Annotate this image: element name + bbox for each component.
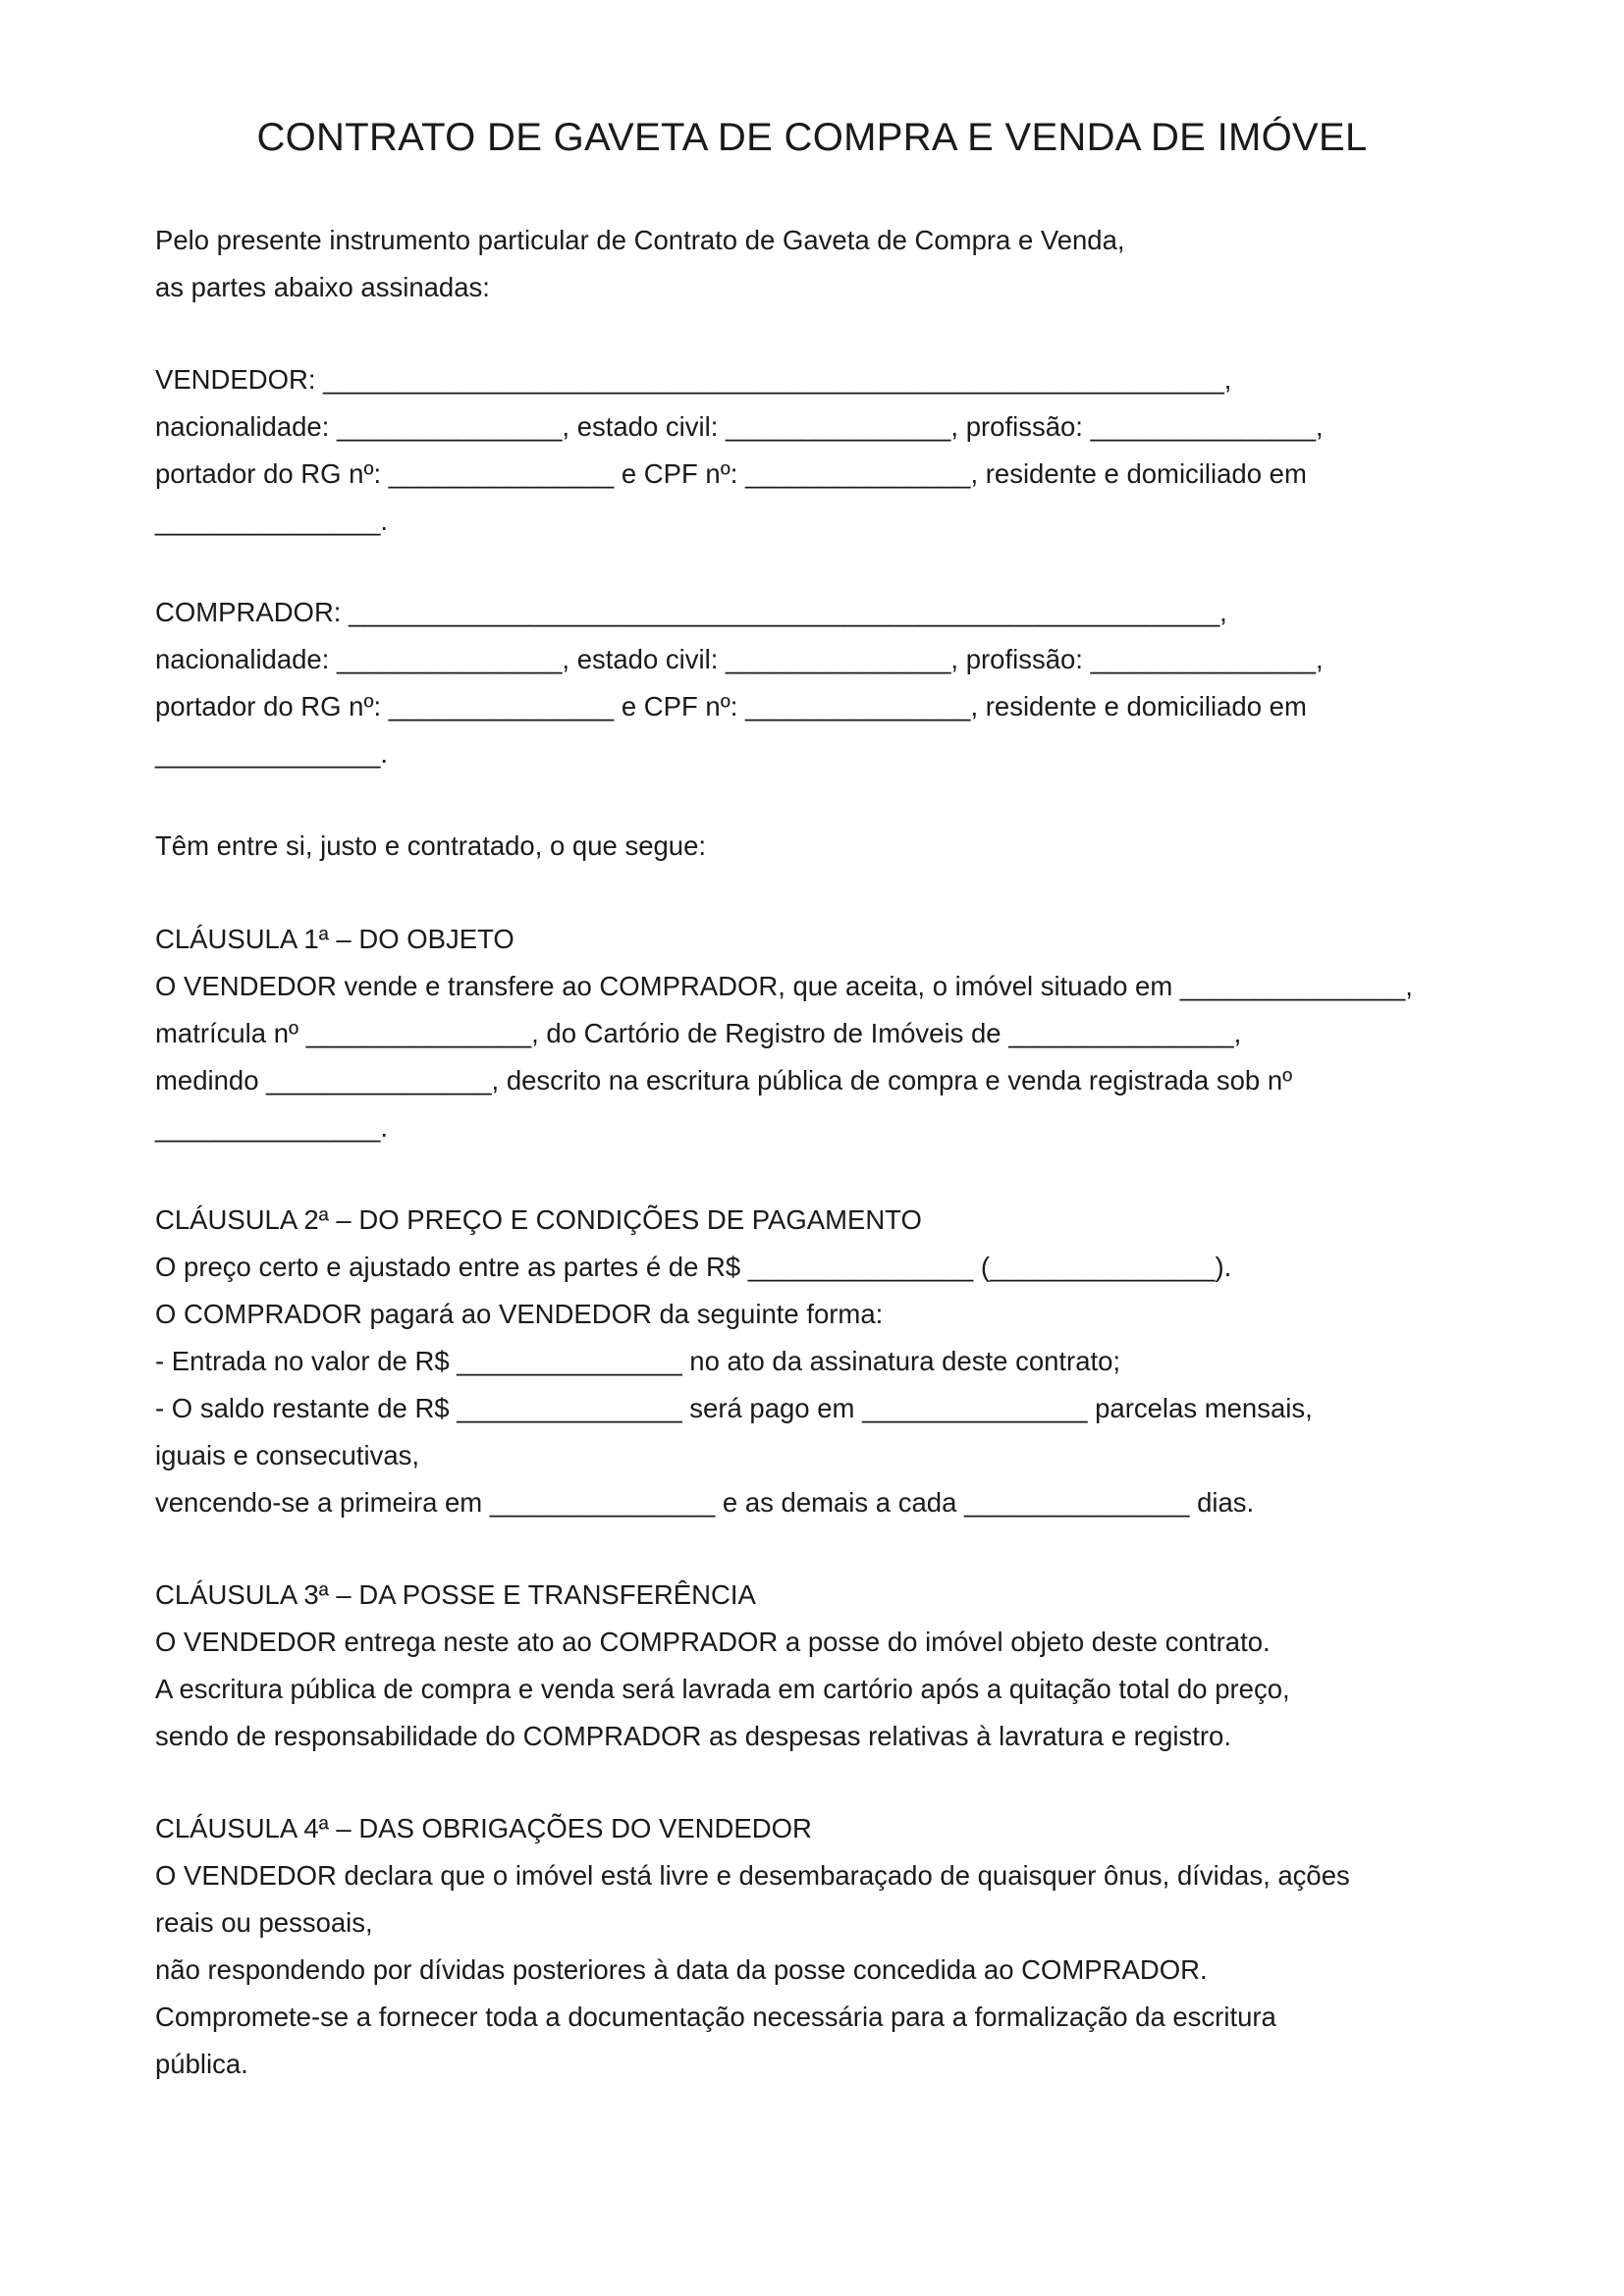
clause-heading: CLÁUSULA 2ª – DO PREÇO E CONDIÇÕES DE PAGAMENTO [155, 1204, 922, 1235]
contract-line: Pelo presente instrumento particular de Contrato de Gaveta de Compra e Venda, [155, 225, 1125, 255]
contract-line: _______________. [155, 1112, 389, 1143]
contract-line: iguais e consecutivas, [155, 1440, 420, 1470]
clause-heading: CLÁUSULA 3ª – DA POSSE E TRANSFERÊNCIA [155, 1579, 756, 1610]
contract-line: A escritura pública de compra e venda será lavrada em cartório após a quitação total do preço, [155, 1674, 1290, 1704]
contract-line: nacionalidade: _______________, estado civil: _______________, profissão: _______________, [155, 411, 1324, 442]
clause-heading: CLÁUSULA 4ª – DAS OBRIGAÇÕES DO VENDEDOR [155, 1813, 812, 1843]
contract-line: O preço certo e ajustado entre as partes é de R$ _______________ (_______________). [155, 1252, 1232, 1282]
contract-line: nacionalidade: _______________, estado civil: _______________, profissão: _______________, [155, 644, 1324, 674]
contract-line: as partes abaixo assinadas: [155, 272, 490, 302]
contract-line: _______________. [155, 506, 389, 536]
contract-line: O COMPRADOR pagará ao VENDEDOR da seguinte forma: [155, 1299, 884, 1329]
contract-line: O VENDEDOR declara que o imóvel está livre e desembaraçado de quaisquer ônus, dívidas, ações [155, 1860, 1350, 1891]
document-title: CONTRATO DE GAVETA DE COMPRA E VENDA DE IMÓVEL [256, 116, 1368, 159]
contract-line: COMPRADOR: __________________________________________________________, [155, 597, 1227, 627]
contract-line: O VENDEDOR vende e transfere ao COMPRADOR, que aceita, o imóvel situado em _______________, [155, 971, 1413, 1001]
contract-line: matrícula nº _______________, do Cartório de Registro de Imóveis de _______________, [155, 1018, 1242, 1048]
contract-line: vencendo-se a primeira em _______________ e as demais a cada _______________ dias. [155, 1487, 1255, 1518]
contract-line: _______________. [155, 738, 389, 769]
contract-line: sendo de responsabilidade do COMPRADOR as despesas relativas à lavratura e registro. [155, 1721, 1231, 1751]
contract-line: medindo _______________, descrito na escritura pública de compra e venda registrada sob nº [155, 1065, 1293, 1095]
contract-line: Têm entre si, justo e contratado, o que segue: [155, 830, 707, 861]
contract-line: reais ou pessoais, [155, 1907, 373, 1938]
clause-heading: CLÁUSULA 1ª – DO OBJETO [155, 924, 514, 954]
contract-line: pública. [155, 2049, 248, 2079]
contract-line: portador do RG nº: _______________ e CPF nº: _______________, residente e domiciliado em [155, 458, 1307, 489]
contract-line: O VENDEDOR entrega neste ato ao COMPRADOR a posse do imóvel objeto deste contrato. [155, 1627, 1271, 1657]
contract-line: portador do RG nº: _______________ e CPF nº: _______________, residente e domiciliado em [155, 691, 1307, 721]
contract-line: Compromete-se a fornecer toda a documentação necessária para a formalização da escritura [155, 2002, 1276, 2032]
contract-line: VENDEDOR: ____________________________________________________________, [155, 364, 1232, 395]
contract-line: não respondendo por dívidas posteriores à data da posse concedida ao COMPRADOR. [155, 1954, 1208, 1985]
contract-line: - O saldo restante de R$ _______________ será pago em _______________ parcelas mensais, [155, 1393, 1313, 1423]
contract-line: - Entrada no valor de R$ _______________ no ato da assinatura deste contrato; [155, 1346, 1121, 1376]
